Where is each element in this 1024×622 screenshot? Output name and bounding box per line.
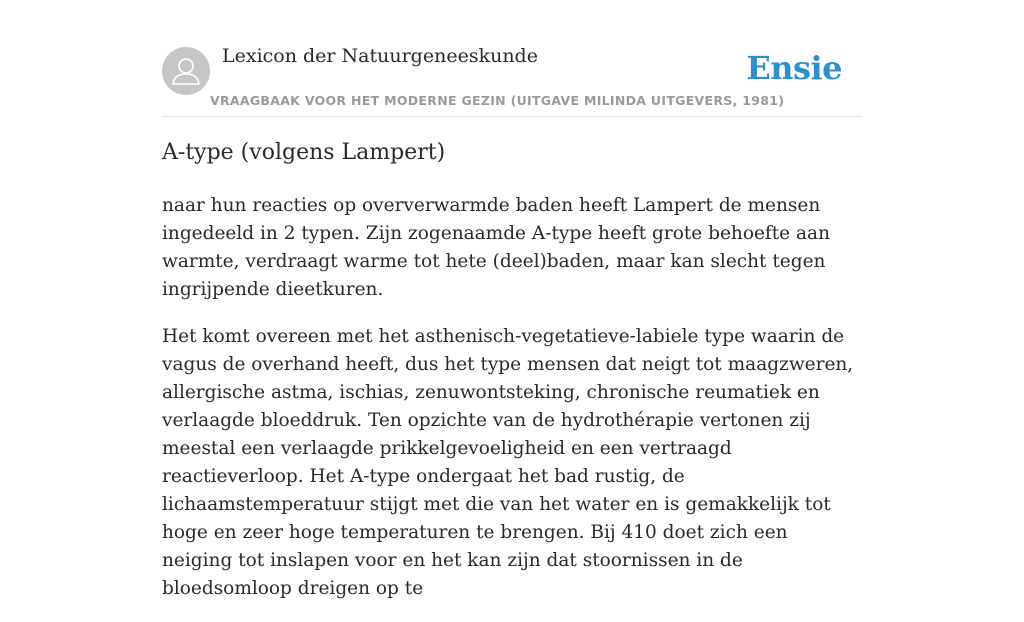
book-title[interactable]: Lexicon der Natuurgeneeskunde: [222, 45, 538, 67]
entry-paragraph: naar hun reacties op oververwarmde baden heeft Lampert de mensen ingedeeld in 2 typen. Zijn zogenaamde A-type heeft grote behoefte aan warmte, verdraagt warme tot hete (deel)baden, maar kan slecht tegen ingrijpende dieetkuren.: [162, 195, 830, 300]
book-subtitle: VRAAGBAAK VOOR HET MODERNE GEZIN (UITGAVE MILINDA UITGEVERS, 1981): [210, 93, 785, 108]
entry-title: A-type (volgens Lampert): [162, 140, 446, 165]
ensie-logo-link[interactable]: Ensie: [746, 49, 842, 87]
page: [162, 0, 862, 599]
user-avatar-icon[interactable]: [162, 47, 210, 95]
entry-paragraph: Het komt overeen met het asthenisch-vegetatieve-labiele type waarin de vagus de overhand heeft, dus het type mensen dat neigt tot maagzweren, allergische astma, ischias, zenuwontsteking, chronische reumatiek en verlaagde bloeddruk. Ten opzichte van de hydrothérapie vertonen zij meestal een verlaagde prikkelgevoeligheid en een vertraagd reactieverloop. Het A-type ondergaat het bad rustig, de lichaamstemperatuur stijgt met die van het water en is gemakkelijk tot hoge en zeer hoge temperaturen te brengen. Bij 410 doet zich een neiging tot inslapen voor en het kan zijn dat stoornissen in de bloedsomloop dreigen op te: [162, 326, 854, 599]
entry-content: [162, 192, 862, 622]
book-header: [162, 0, 862, 117]
